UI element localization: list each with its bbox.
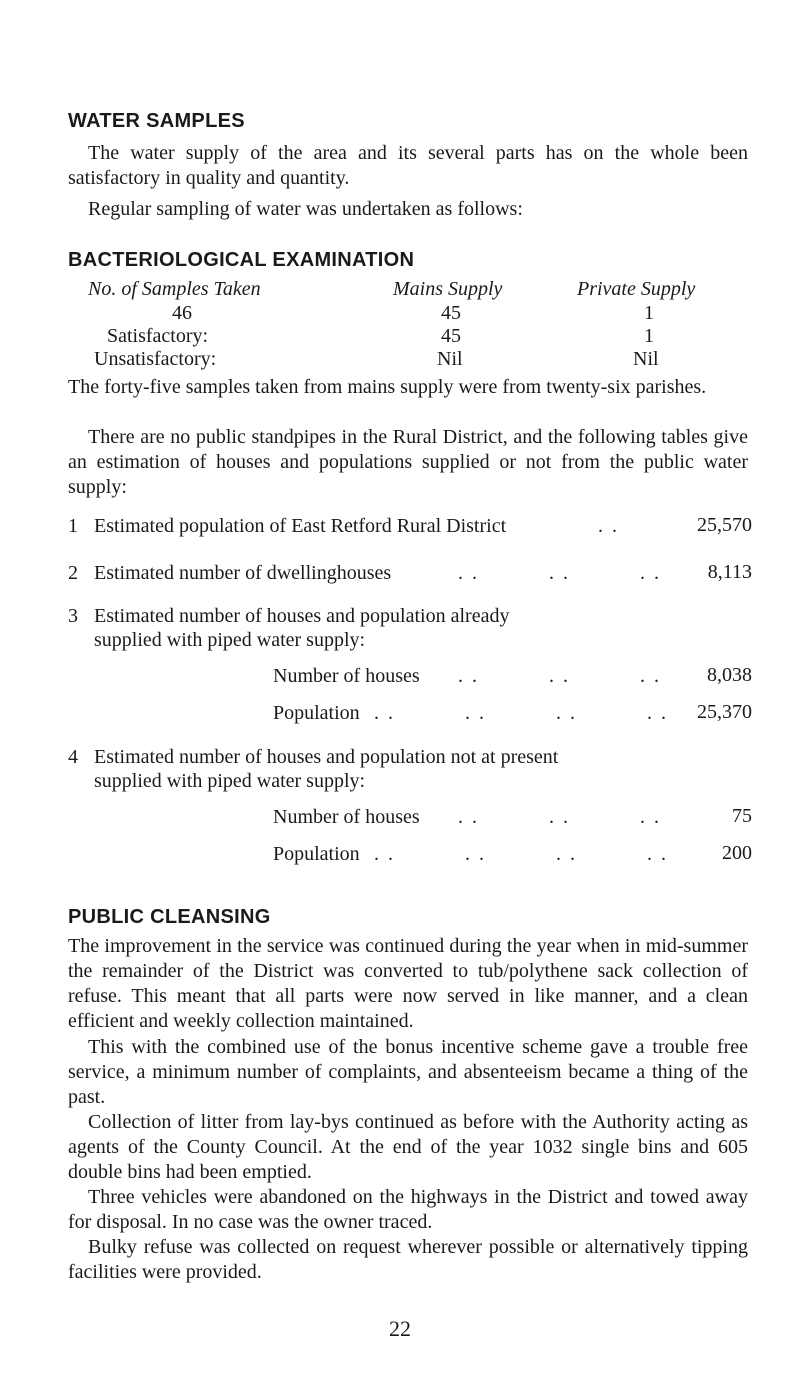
item-number: 4 [68,746,78,768]
bacteriological-heading: BACTERIOLOGICAL EXAMINATION [68,249,415,271]
row-mains-value: 45 [441,325,461,347]
col-header-private: Private Supply [577,278,696,300]
population-value: 25,370 [697,701,752,723]
row-private-value: 1 [644,325,654,347]
item-text: Estimated number of houses and population already [94,605,510,627]
row-mains-value: 45 [441,302,461,324]
item-text: Estimated population of East Retford Rural District [94,515,507,537]
houses-value: 75 [732,805,752,827]
public-cleansing-heading: PUBLIC CLEANSING [68,906,271,928]
population-label: Population [273,843,360,865]
item-text-continued: supplied with piped water supply: [94,629,366,651]
houses-label: Number of houses [273,665,420,687]
dot-leader: . . . . . . [458,665,661,687]
item-text: Estimated number of houses and population not at present [94,746,559,768]
dot-leader: . . . . . . . . [374,843,668,865]
item-number: 1 [68,515,78,537]
houses-label: Number of houses [273,806,420,828]
row-label: Satisfactory: [107,325,209,347]
mains-parishes-paragraph: The forty-five samples taken from mains supply were from twenty-six parishes. [68,376,707,398]
standpipes-paragraph: There are no public standpipes in the Rural District, and the following tables give an estimation of houses and populations supplied or not from the public water supply: [68,426,748,498]
col-header-samples: No. of Samples Taken [88,278,261,300]
col-header-mains: Mains Supply [393,278,503,300]
item-text: Estimated number of dwellinghouses [94,562,392,584]
houses-value: 8,038 [707,664,752,686]
row-private-value: 1 [644,302,654,324]
item-text-continued: supplied with piped water supply: [94,770,366,792]
row-label: Unsatisfactory: [94,348,217,370]
row-label: 46 [172,302,192,324]
dot-leader: . . [598,515,619,537]
water-sampling-paragraph: Regular sampling of water was undertaken as follows: [88,198,523,220]
dot-leader: . . . . . . [458,562,661,584]
population-value: 200 [722,842,752,864]
dot-leader: . . . . . . [458,806,661,828]
water-intro-paragraph: The water supply of the area and its several parts has on the whole been satisfactory in quality and quantity. [68,142,748,189]
item-value: 8,113 [707,561,752,583]
cleansing-paragraph-3: Collection of litter from lay-bys continued as before with the Authority acting as agents of the County Council. At the end of the year 1032 single bins and 605 double bins had been emptied. [68,1111,748,1183]
population-label: Population [273,702,360,724]
page-number: 22 [389,1316,411,1341]
row-mains-value: Nil [437,348,463,370]
cleansing-paragraph-5: Bulky refuse was collected on request wherever possible or alternatively tipping facilities were provided. [68,1236,748,1283]
row-private-value: Nil [633,348,659,370]
cleansing-paragraph-2: This with the combined use of the bonus incentive scheme gave a trouble free service, a minimum number of complaints, and absenteeism became a thing of the past. [68,1036,748,1108]
cleansing-paragraph-4: Three vehicles were abandoned on the highways in the District and towed away for disposal. In no case was the owner traced. [68,1186,748,1233]
item-number: 2 [68,562,78,584]
dot-leader: . . . . . . . . [374,702,668,724]
item-number: 3 [68,605,78,627]
item-value: 25,570 [697,514,752,536]
cleansing-paragraph-1: The improvement in the service was continued during the year when in mid-summer the remainder of the District was converted to tub/polythene sack collection of refuse. This meant that all parts were now served in like manner, and a clean efficient and weekly collection maintained. [68,935,748,1032]
water-samples-heading: WATER SAMPLES [68,110,245,132]
